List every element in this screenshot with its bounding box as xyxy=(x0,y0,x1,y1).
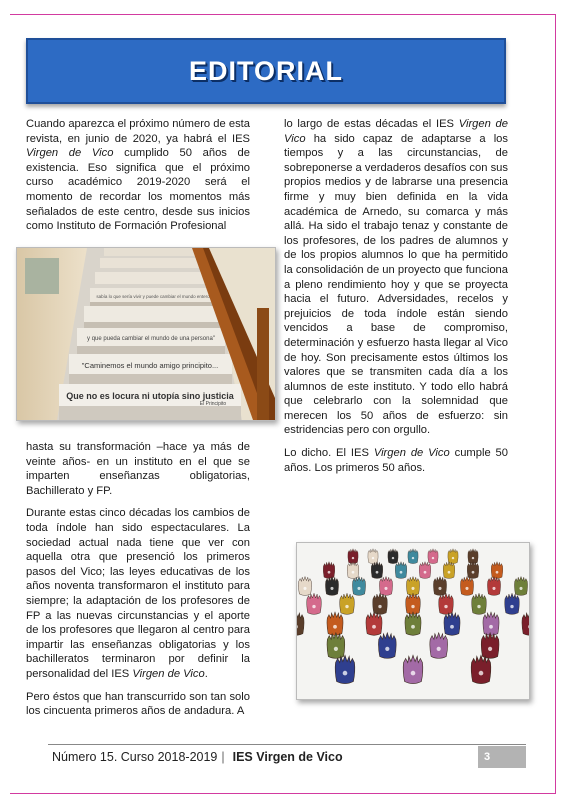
ceramic-hand xyxy=(403,655,423,683)
school-name-italic: Virgen de Vico xyxy=(284,118,508,145)
stair-text-5: sabía lo que sería vivir y puede cambiar el mundo entero xyxy=(96,294,210,299)
ceramic-hands-photo xyxy=(296,542,530,700)
ceramic-hand xyxy=(433,577,446,596)
ceramic-hand xyxy=(430,633,448,659)
ceramic-hand xyxy=(368,549,378,564)
ceramic-hand xyxy=(405,612,421,635)
footer-rule xyxy=(48,744,526,745)
school-name-italic: Virgen de Vico xyxy=(132,667,205,680)
ceramic-hand xyxy=(467,562,479,579)
ceramic-hand xyxy=(471,655,491,683)
ceramic-hand xyxy=(406,593,421,614)
paragraph-4: Lo dicho. El IES Virgen de Vico cumple 50 años. Los primeros 50 años. xyxy=(284,447,508,474)
ceramic-hand xyxy=(487,577,500,596)
stair-text-3: "Caminemos el mundo amigo principito... xyxy=(81,361,219,370)
school-name-italic: Virgen de Vico xyxy=(373,447,450,460)
ceramic-hand xyxy=(327,612,343,635)
ceramic-hand xyxy=(491,562,503,579)
paragraph-2: Durante estas cinco décadas los cambios de toda índole han sido espectaculares. La sociedad actual nada tiene que ver con aquella otra que presenció los primeros pasos del Vico; las leyes educativas de los años noventa transformaron el instituto para siempre; la adaptación de los profesores de FP a las nuevas circunstancias y el aporte de los profesores que llegaron al centro para impartir las enseñanzas obligatorias y los bachilleratos terminaron por definir la personalidad del IES Virgen de Vico. xyxy=(26,507,250,680)
ceramic-hand xyxy=(335,655,355,683)
stair-text-2: El Principito xyxy=(199,401,227,407)
paragraph-3-continued: lo largo de estas décadas el IES Virgen de Vico ha sido capaz de adaptarse a los tiempos y a las circunstancias, de sobreponerse a verdaderos desafíos con sus propios medios y de labrarse una presencia firme y muy bien definida en la vida académica de Arnedo, su comarca y más allá. Ha sido el trabajo tenaz y constante de los profesores, de los padres de alumnos y de los propios alumnos lo que ha permitido la consolidación de un proyecto que funciona a pleno rendimiento hoy y que se proyecta hacia el futuro. Adversidades, recelos y prejuicios de toda índole están siendo vencidos a base de compromiso, determinación y esfuerzo hasta llegar al Vico de hoy. Son precisamente estos últimos los valores que se transmiten cada día a los alumnos de este instituto. Y todo ello habrá que celebrarlo con la solemnidad que merecen los 50 años de esfuerzo: sin estridencias pero con orgullo. xyxy=(284,118,508,437)
ceramic-hand xyxy=(327,633,345,659)
ceramic-hand xyxy=(379,577,392,596)
ceramic-hand xyxy=(439,593,454,614)
footer xyxy=(52,750,343,764)
ceramic-hand xyxy=(483,612,499,635)
ceramic-hand xyxy=(378,633,396,659)
ceramic-hands-image xyxy=(297,543,529,699)
stair-text-4: y que pueda cambiar el mundo de una persona" xyxy=(87,336,215,342)
ceramic-hand xyxy=(371,562,383,579)
ceramic-hand xyxy=(307,593,322,614)
left-column-top xyxy=(26,117,250,234)
ceramic-hand xyxy=(472,593,487,614)
ceramic-hand xyxy=(505,593,520,614)
footer-issue: Número 15. Curso 2018-2019 xyxy=(52,750,218,764)
page-number-box xyxy=(478,746,526,768)
stairs-photo-image xyxy=(17,248,275,420)
ceramic-hand xyxy=(460,577,473,596)
ceramic-hand xyxy=(428,549,438,564)
ceramic-hand xyxy=(448,549,458,564)
ceramic-hand xyxy=(298,577,311,596)
page-title: EDITORIAL xyxy=(188,55,343,86)
ceramic-hand xyxy=(347,562,359,579)
ceramic-hand xyxy=(444,612,460,635)
ceramic-hand xyxy=(352,577,365,596)
footer-separator: | xyxy=(221,750,225,764)
paragraph-3: Pero éstos que han transcurrido son tan solo los cincuenta primeros años de andadura. A xyxy=(26,690,250,718)
ceramic-hand xyxy=(408,549,418,564)
ceramic-hand xyxy=(366,612,382,635)
ceramic-hand xyxy=(323,562,335,579)
ceramic-hand xyxy=(443,562,455,579)
stair-text-1: Que no es locura ni utopía sino justicia xyxy=(66,391,234,401)
ceramic-hand xyxy=(514,577,527,596)
left-column-bottom xyxy=(26,440,250,719)
ceramic-hand xyxy=(481,633,499,659)
ceramic-hand xyxy=(340,593,355,614)
ceramic-hand xyxy=(373,593,388,614)
paragraph-1-continued: hasta su transformación –hace ya más de veinte años- en un instituto en el que se imparten enseñanzas obligatorias, Bachillerato y FP. xyxy=(26,441,250,497)
ceramic-hand xyxy=(325,577,338,596)
footer-school: IES Virgen de Vico xyxy=(232,750,343,764)
ceramic-hand xyxy=(419,562,431,579)
stairs-photo xyxy=(16,247,276,421)
paragraph-1: Cuando aparezca el próximo número de esta revista, en junio de 2020, ya habrá el IES Virgen de Vico cumplido 50 años de existencia. Eso significa que el próximo curso académico 2019-2020 será el momento de recordar los momentos más señalados de este centro, desde sus inicios como Instituto de Formación Profesional xyxy=(26,118,250,233)
right-column xyxy=(284,117,508,475)
editorial-banner xyxy=(26,38,506,104)
page-number: 3 xyxy=(484,751,491,763)
ceramic-hand xyxy=(395,562,407,579)
school-name-italic: Virgen de Vico xyxy=(26,147,114,160)
ceramic-hand xyxy=(388,549,398,564)
